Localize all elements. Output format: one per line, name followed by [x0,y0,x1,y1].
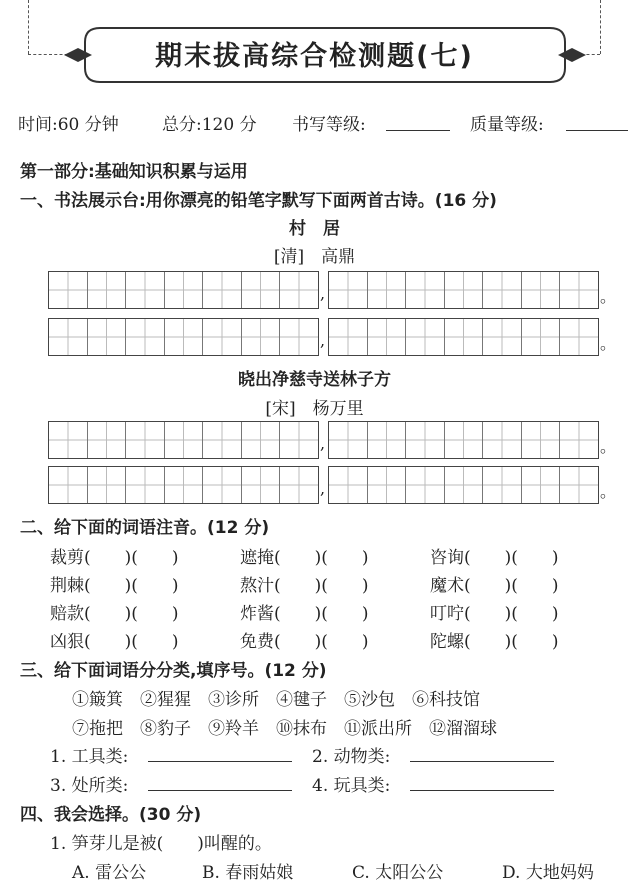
category-toys-blank[interactable] [410,772,554,791]
category-tools-blank[interactable] [148,743,292,762]
quality-grade-blank[interactable] [566,112,628,131]
word-list-line: ⑦拖把 ⑧豹子 ⑨羚羊 ⑩抹布 ⑪派出所 ⑫溜溜球 [72,719,497,739]
option-b[interactable]: B. 春雨姑娘 [202,863,294,883]
pinyin-item[interactable]: 免费( )( ) [240,632,369,652]
category-toys-label: 4. 玩具类: [312,776,391,796]
period-mark: 。 [600,287,617,306]
category-animals-blank[interactable] [410,743,554,762]
poem1-author: [清] 高鼎 [273,247,356,267]
option-d[interactable]: D. 大地妈妈 [502,863,594,883]
pinyin-item[interactable]: 熬汁( )( ) [240,576,369,596]
writing-grade-label: 书写等级: [292,115,366,135]
pinyin-item[interactable]: 荆棘( )( ) [50,576,179,596]
writing-grid[interactable] [48,466,319,504]
option-c[interactable]: C. 太阳公公 [352,863,444,883]
category-places-blank[interactable] [148,772,292,791]
q4-heading: 四、我会选择。(30 分) [20,805,202,825]
question-1: 1. 笋芽儿是被( )叫醒的。 [50,834,272,854]
page-title: 期末拔高综合检测题(七) [155,41,474,72]
pinyin-item[interactable]: 魔术( )( ) [430,576,559,596]
comma-mark: , [320,479,326,498]
q2-heading: 二、给下面的词语注音。(12 分) [20,518,270,538]
poem2-author: [宋] 杨万里 [265,399,364,419]
writing-grade-blank[interactable] [386,112,450,131]
category-tools-label: 1. 工具类: [50,747,129,767]
writing-grid[interactable] [328,421,599,459]
poem1-title: 村 居 [289,219,340,239]
option-a[interactable]: A. 雷公公 [72,863,147,883]
category-animals-label: 2. 动物类: [312,747,391,767]
period-mark: 。 [600,482,617,501]
writing-grid[interactable] [48,271,319,309]
quality-grade-label: 质量等级: [470,115,544,135]
writing-grid[interactable] [328,318,599,356]
part1-heading: 第一部分:基础知识积累与运用 [20,162,248,182]
pinyin-item[interactable]: 裁剪( )( ) [50,548,179,568]
period-mark: 。 [600,437,617,456]
total-score-label: 总分:120 分 [162,115,257,135]
pinyin-item[interactable]: 陀螺( )( ) [430,632,559,652]
comma-mark: , [320,331,326,350]
writing-grid[interactable] [48,421,319,459]
comma-mark: , [320,284,326,303]
word-list-line: ①簸箕 ②猩猩 ③诊所 ④毽子 ⑤沙包 ⑥科技馆 [72,690,480,710]
poem2-title: 晓出净慈寺送林子方 [238,370,391,390]
period-mark: 。 [600,334,617,353]
pinyin-item[interactable]: 咨询( )( ) [430,548,559,568]
pinyin-item[interactable]: 凶狠( )( ) [50,632,179,652]
pinyin-item[interactable]: 叮咛( )( ) [430,604,559,624]
writing-grid[interactable] [48,318,319,356]
pinyin-item[interactable]: 遮掩( )( ) [240,548,369,568]
comma-mark: , [320,434,326,453]
q3-heading: 三、给下面词语分分类,填序号。(12 分) [20,661,327,681]
pinyin-item[interactable]: 炸酱( )( ) [240,604,369,624]
writing-grid[interactable] [328,466,599,504]
q1-heading: 一、书法展示台:用你漂亮的铅笔字默写下面两首古诗。(16 分) [20,191,497,211]
pinyin-item[interactable]: 赔款( )( ) [50,604,179,624]
writing-grid[interactable] [328,271,599,309]
time-label: 时间:60 分钟 [18,115,119,135]
category-places-label: 3. 处所类: [50,776,129,796]
